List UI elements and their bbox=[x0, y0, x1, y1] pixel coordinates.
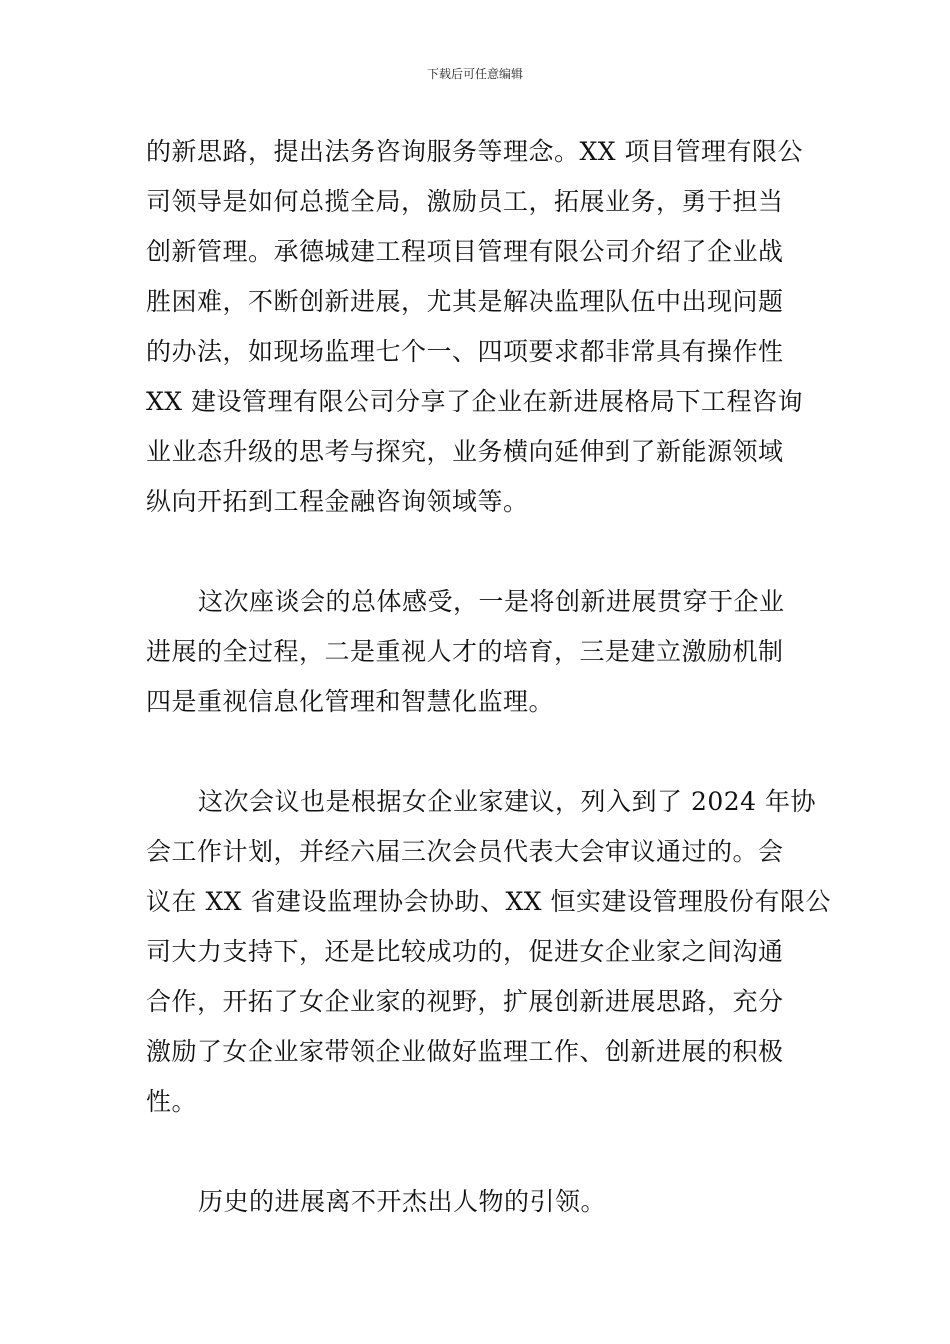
paragraph-gap bbox=[146, 1127, 816, 1177]
text-line: 合作，开拓了女企业家的视野，扩展创新进展思路，充分 bbox=[146, 987, 784, 1016]
text-line: 司大力支持下，还是比较成功的，促进女企业家之间沟通 bbox=[146, 937, 784, 966]
text-line: 四是重视信息化管理和智慧化监理。 bbox=[146, 687, 555, 716]
text-line: XX 建设管理有限公司分享了企业在新进展格局下工程咨询 bbox=[146, 387, 804, 416]
paragraph-gap bbox=[146, 527, 816, 577]
document-body bbox=[146, 127, 832, 1227]
text-line: 的办法，如现场监理七个一、四项要求都非常具有操作性 bbox=[146, 337, 784, 366]
text-line: 进展的全过程，二是重视人才的培育，三是建立激励机制 bbox=[146, 637, 784, 666]
text-line: 议在 XX 省建设监理协会协助、XX 恒实建设管理股份有限公 bbox=[146, 887, 832, 916]
paragraph-1 bbox=[146, 127, 816, 527]
text-line: 纵向开拓到工程金融咨询领域等。 bbox=[146, 487, 529, 516]
text-line: 司领导是如何总揽全局，激励员工，拓展业务，勇于担当 bbox=[146, 187, 784, 216]
text-line: 创新管理。承德城建工程项目管理有限公司介绍了企业战 bbox=[146, 237, 784, 266]
paragraph-4 bbox=[146, 1177, 816, 1227]
paragraph-3 bbox=[146, 777, 832, 1127]
text-line: 性。 bbox=[146, 1087, 198, 1116]
text-line: 这次座谈会的总体感受，一是将创新进展贯穿于企业 bbox=[198, 587, 785, 616]
paragraph-2 bbox=[146, 577, 816, 727]
text-line: 会工作计划，并经六届三次会员代表大会审议通过的。会 bbox=[146, 837, 784, 866]
page-header-note: 下载后可任意编辑 bbox=[426, 67, 523, 81]
text-line: 历史的进展离不开杰出人物的引领。 bbox=[198, 1187, 607, 1216]
text-line: 激励了女企业家带领企业做好监理工作、创新进展的积极 bbox=[146, 1037, 784, 1066]
text-line: 业业态升级的思考与探究，业务横向延伸到了新能源领域 bbox=[146, 437, 784, 466]
text-line: 的新思路，提出法务咨询服务等理念。XX 项目管理有限公 bbox=[146, 137, 804, 166]
text-line: 这次会议也是根据女企业家建议，列入到了 2024 年协 bbox=[198, 787, 817, 816]
paragraph-gap bbox=[146, 727, 816, 777]
text-line: 胜困难，不断创新进展，尤其是解决监理队伍中出现问题 bbox=[146, 287, 784, 316]
